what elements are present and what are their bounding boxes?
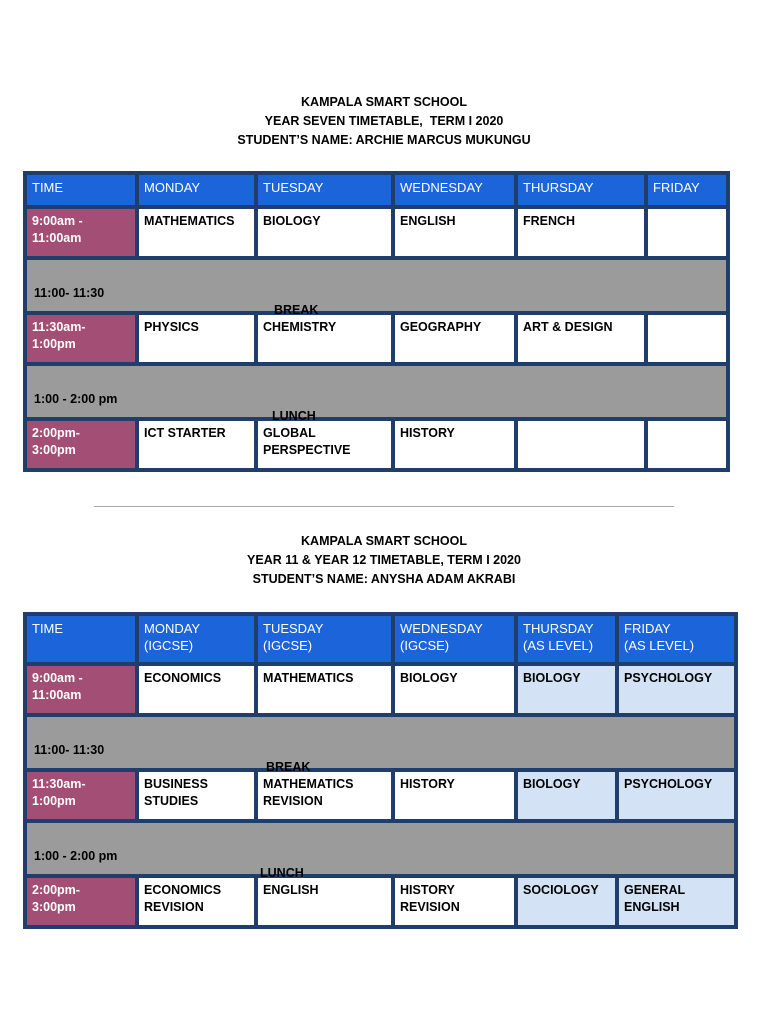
table-row [25, 876, 736, 927]
table-row [25, 207, 728, 258]
subject-cell: ECONOMICS [137, 664, 256, 715]
timetable2-table [23, 612, 738, 929]
break-row [25, 258, 728, 313]
subject-cell: MATHEMATICS [256, 664, 393, 715]
col-header-monday: MONDAY (IGCSE) [137, 614, 256, 664]
table-row [25, 419, 728, 470]
subject-cell: PSYCHOLOGY [617, 770, 736, 821]
subject-cell [646, 207, 728, 258]
col-header-wednesday: WEDNESDAY (IGCSE) [393, 614, 516, 664]
subject-cell: ECONOMICS REVISION [137, 876, 256, 927]
col-header-time: TIME [25, 614, 137, 664]
subject-cell: ENGLISH [393, 207, 516, 258]
subject-cell: GEOGRAPHY [393, 313, 516, 364]
break-label: BREAK [274, 303, 319, 317]
subject-cell: HISTORY [393, 770, 516, 821]
subject-cell: ART & DESIGN [516, 313, 646, 364]
lunch-time: 1:00 - 2:00 pm [34, 392, 118, 406]
subject-cell: GENERAL ENGLISH [617, 876, 736, 927]
lunch-label: LUNCH [272, 409, 316, 423]
table-row [25, 770, 736, 821]
lunch-row [25, 821, 736, 876]
col-header-monday: MONDAY [137, 173, 256, 207]
lunch-time: 1:00 - 2:00 pm [34, 849, 118, 863]
subject-cell: HISTORY REVISION [393, 876, 516, 927]
subject-cell: BIOLOGY [256, 207, 393, 258]
subject-cell: GLOBAL PERSPECTIVE [256, 419, 393, 470]
col-header-thursday: THURSDAY [516, 173, 646, 207]
subject-cell: PSYCHOLOGY [617, 664, 736, 715]
col-header-tuesday: TUESDAY (IGCSE) [256, 614, 393, 664]
col-header-tuesday: TUESDAY [256, 173, 393, 207]
lunch-label: LUNCH [260, 866, 304, 880]
time-cell: 9:00am - 11:00am [25, 664, 137, 715]
break-time: 11:00- 11:30 [34, 286, 105, 300]
col-header-wednesday: WEDNESDAY [393, 173, 516, 207]
break-label: BREAK [266, 760, 311, 774]
break-row [25, 715, 736, 770]
timetable1-table [23, 171, 730, 472]
subject-cell: ENGLISH [256, 876, 393, 927]
col-header-friday: FRIDAY [646, 173, 728, 207]
timetable2-header [0, 532, 768, 589]
col-header-thursday: THURSDAY (AS LEVEL) [516, 614, 617, 664]
school-name: KAMPALA SMART SCHOOL [301, 534, 467, 548]
break-time: 11:00- 11:30 [34, 743, 105, 757]
subject-cell [646, 313, 728, 364]
subject-cell: BUSINESS STUDIES [137, 770, 256, 821]
time-cell: 9:00am - 11:00am [25, 207, 137, 258]
student-name: STUDENT’S NAME: ANYSHA ADAM AKRABI [252, 572, 516, 586]
table-row [25, 313, 728, 364]
timetable1-header [0, 93, 768, 150]
timetable-title: YEAR 11 & YEAR 12 TIMETABLE, TERM I 2020 [247, 553, 521, 567]
subject-cell [646, 419, 728, 470]
subject-cell: ICT STARTER [137, 419, 256, 470]
lunch-row [25, 364, 728, 419]
timetable-title: YEAR SEVEN TIMETABLE, TERM I 2020 [264, 114, 504, 128]
subject-cell: MATHEMATICS REVISION [256, 770, 393, 821]
student-name: STUDENT’S NAME: ARCHIE MARCUS MUKUNGU [237, 133, 531, 147]
time-cell: 2:00pm- 3:00pm [25, 419, 137, 470]
subject-cell: HISTORY [393, 419, 516, 470]
subject-cell: BIOLOGY [516, 664, 617, 715]
col-header-friday: FRIDAY (AS LEVEL) [617, 614, 736, 664]
subject-cell: PHYSICS [137, 313, 256, 364]
header-row [25, 614, 736, 664]
col-header-time: TIME [25, 173, 137, 207]
school-name: KAMPALA SMART SCHOOL [301, 95, 467, 109]
subject-cell: SOCIOLOGY [516, 876, 617, 927]
time-cell: 11:30am- 1:00pm [25, 313, 137, 364]
subject-cell: MATHEMATICS [137, 207, 256, 258]
time-cell: 2:00pm- 3:00pm [25, 876, 137, 927]
section-divider [94, 506, 674, 507]
subject-cell: BIOLOGY [516, 770, 617, 821]
header-row [25, 173, 728, 207]
time-cell: 11:30am- 1:00pm [25, 770, 137, 821]
subject-cell: BIOLOGY [393, 664, 516, 715]
subject-cell [516, 419, 646, 470]
subject-cell: CHEMISTRY [256, 313, 393, 364]
subject-cell: FRENCH [516, 207, 646, 258]
table-row [25, 664, 736, 715]
